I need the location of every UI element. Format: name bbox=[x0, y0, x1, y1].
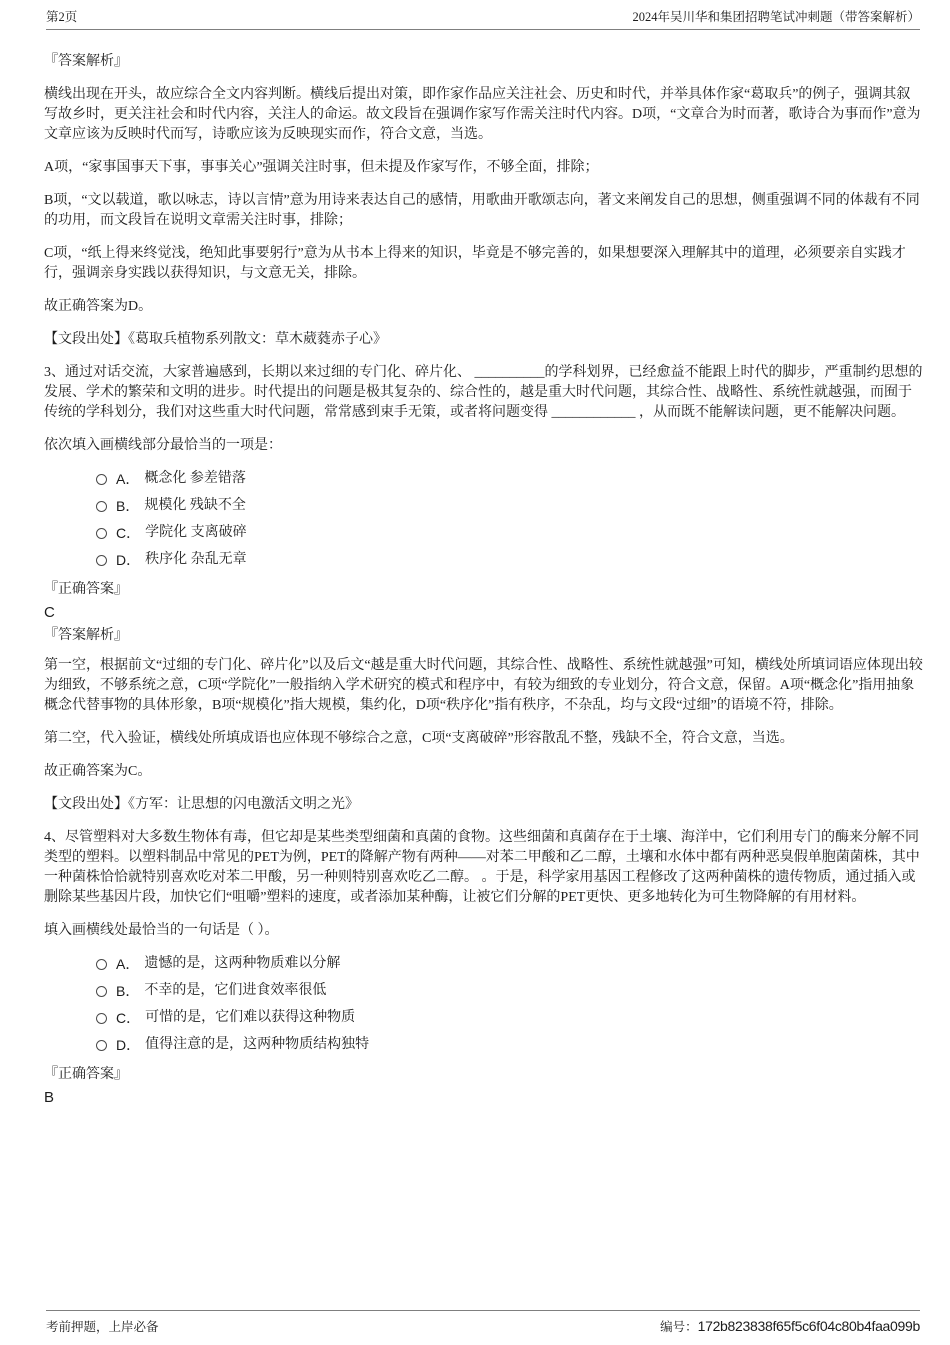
footer-slogan: 考前押题，上岸必备 bbox=[46, 1320, 159, 1334]
option-letter: D． bbox=[116, 552, 141, 568]
option-row-d[interactable] bbox=[96, 550, 924, 570]
option-text: 遗憾的是，这两种物质难以分解 bbox=[144, 956, 341, 971]
analysis-section-label: 『答案解析』 bbox=[44, 628, 128, 643]
question-3-options bbox=[96, 469, 924, 570]
correct-answer-label: 『正确答案』 bbox=[44, 582, 128, 597]
option-row-a[interactable] bbox=[96, 954, 924, 974]
option-row-c[interactable] bbox=[96, 1008, 924, 1028]
correct-answer-value: B bbox=[44, 1089, 55, 1106]
analysis-paragraph: A项，“家事国事天下事，事事关心”强调关注时事，但未提及作家写作，不够全面，排除； bbox=[44, 160, 599, 175]
option-text: 可惜的是，它们难以获得这种物质 bbox=[145, 1010, 356, 1025]
analysis-paragraph: 横线出现在开头，故应综合全文内容判断。横线后提出对策，即作家作品应关注社会、历史和时代，并举具体作家“葛取兵”的例子，强调其叙写故乡时，更关注社会和时代内容，关注人的命运。故文段旨在强调作家写作需关注时代内容。D项，“文章合为时而著，歌诗合为事而作”意为文章应该为反映时代而写，诗歌应该为反映现实而作，符合文意，当选。 bbox=[44, 87, 921, 142]
question-3-prompt: 依次填入画横线部分最恰当的一项是： bbox=[44, 438, 282, 453]
page-footer bbox=[46, 1310, 920, 1335]
option-row-a[interactable] bbox=[96, 469, 924, 489]
question-4-options bbox=[96, 954, 924, 1055]
option-letter: C． bbox=[116, 1010, 141, 1026]
radio-button-icon[interactable] bbox=[96, 1040, 107, 1051]
option-text: 概念化 参差错落 bbox=[144, 471, 246, 486]
option-row-b[interactable] bbox=[96, 981, 924, 1001]
analysis-paragraph: B项，“文以载道，歌以咏志，诗以言情”意为用诗来表达自己的感情，用歌曲开歌颂志向，著文来阐发自己的思想，侧重强调不同的体裁有不同的功用，而文段旨在说明文章需关注时事，排除； bbox=[44, 193, 920, 228]
code-label: 编号： bbox=[660, 1320, 698, 1334]
option-row-d[interactable] bbox=[96, 1035, 924, 1055]
document-title: 2024年吴川华和集团招聘笔试冲刺题（带答案解析） bbox=[632, 10, 920, 24]
option-letter: B． bbox=[116, 983, 140, 999]
analysis-paragraph: C项，“纸上得来终觉浅，绝知此事要躬行”意为从书本上得来的知识，毕竟是不够完善的，如果想要深入理解其中的道理，必须要亲自实践才行，强调亲身实践以获得知识，与文意无关，排除。 bbox=[44, 246, 906, 281]
passage-source: 【文段出处】《方军：让思想的闪电激活文明之光》 bbox=[44, 797, 359, 812]
code-value: 172b823838f65f5c6f04c80b4faa099b bbox=[697, 1318, 920, 1334]
radio-button-icon[interactable] bbox=[96, 555, 107, 566]
option-row-c[interactable] bbox=[96, 523, 924, 543]
passage-source: 【文段出处】《葛取兵植物系列散文：草木葳蕤赤子心》 bbox=[44, 332, 387, 347]
correct-answer-statement: 故正确答案为D。 bbox=[44, 299, 153, 314]
option-text: 秩序化 杂乱无章 bbox=[145, 552, 247, 567]
radio-button-icon[interactable] bbox=[96, 959, 107, 970]
page-body bbox=[44, 52, 924, 1111]
option-row-b[interactable] bbox=[96, 496, 924, 516]
question-4-prompt: 填入画横线处最恰当的一句话是（ ）。 bbox=[44, 923, 279, 938]
correct-answer-label: 『正确答案』 bbox=[44, 1067, 128, 1082]
option-text: 规模化 残缺不全 bbox=[144, 498, 246, 513]
option-text: 学院化 支离破碎 bbox=[145, 525, 247, 540]
option-letter: A． bbox=[116, 471, 140, 487]
radio-button-icon[interactable] bbox=[96, 986, 107, 997]
option-letter: C． bbox=[116, 525, 141, 541]
analysis-paragraph: 第一空，根据前文“过细的专门化、碎片化”以及后文“越是重大时代问题，其综合性、战略性、系统性就越强”可知，横线处所填词语应体现出较为细致，不够系统之意，C项“学院化”一般指纳入学术研究的模式和程序中，有较为细致的专业划分，符合文意，保留。A项“概念化”指用抽象概念代替事物的具体形象，B项“规模化”指大规模，集约化，D项“秩序化”指有秩序，不杂乱，均与文段“过细”的语境不符，排除。 bbox=[44, 658, 923, 713]
question-3-stem: 3、通过对话交流，大家普遍感到，长期以来过细的专门化、碎片化、 __________的学科划界，已经愈益不能跟上时代的脚步，严重制约思想的发展、学术的繁荣和文明的进步。时代提出的问题是极其复杂的、综合性的，越是重大时代问题，其综合性、战略性、系统性就越强，而囿于传统的学科划分，我们对这些重大时代问题，常常感到束手无策，或者将问题变得 ____________ ，从而既不能解读问题，更不能解决问题。 bbox=[44, 365, 923, 420]
radio-button-icon[interactable] bbox=[96, 1013, 107, 1024]
radio-button-icon[interactable] bbox=[96, 501, 107, 512]
page-header bbox=[46, 10, 920, 30]
option-letter: B． bbox=[116, 498, 140, 514]
option-text: 不幸的是，它们进食效率很低 bbox=[144, 983, 327, 998]
correct-answer-statement: 故正确答案为C。 bbox=[44, 764, 152, 779]
footer-code bbox=[660, 1317, 920, 1335]
question-4-stem: 4、尽管塑料对大多数生物体有毒，但它却是某些类型细菌和真菌的食物。这些细菌和真菌存在于土壤、海洋中，它们利用专门的酶来分解不同类型的塑料。以塑料制品中常见的PET为例，PET的降解产物有两种——对苯二甲酸和乙二醇，土壤和水体中都有两种恶臭假单胞菌菌株，其中一种菌株恰恰就特别喜欢吃对苯二甲酸，另一种则特别喜欢吃乙二醇。 。于是，科学家用基因工程修改了这两种菌株的遗传物质，通过插入或删除某些基因片段，加快它们“咀嚼”塑料的速度，或者添加某种酶，让被它们分解的PET更快、更多地转化为可生物降解的有用材料。 bbox=[44, 830, 920, 905]
analysis-section-label: 『答案解析』 bbox=[44, 54, 128, 69]
option-letter: D． bbox=[116, 1037, 141, 1053]
analysis-paragraph: 第二空，代入验证，横线处所填成语也应体现不够综合之意，C项“支离破碎”形容散乱不整，残缺不全，符合文意，当选。 bbox=[44, 731, 794, 746]
option-text: 值得注意的是，这两种物质结构独特 bbox=[145, 1037, 370, 1052]
option-letter: A． bbox=[116, 956, 140, 972]
radio-button-icon[interactable] bbox=[96, 474, 107, 485]
correct-answer-value: C bbox=[44, 604, 55, 621]
radio-button-icon[interactable] bbox=[96, 528, 107, 539]
page-number: 第2页 bbox=[46, 10, 78, 24]
